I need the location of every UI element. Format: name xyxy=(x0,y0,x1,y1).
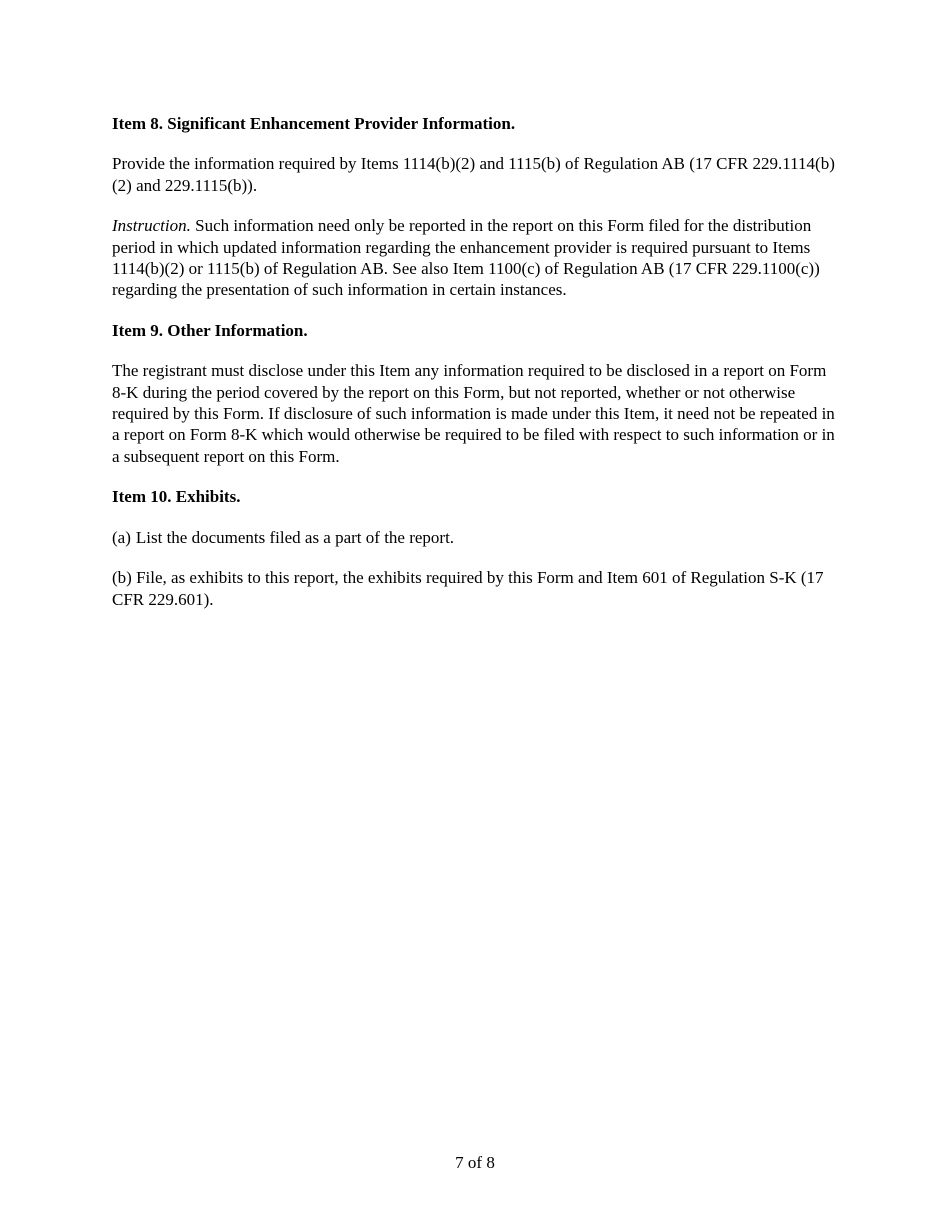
section-heading: Item 10. Exhibits. xyxy=(112,487,241,507)
body-paragraph: Provide the information required by Items 1114(b)(2) and 1115(b) of Regulation AB (17 CFR 229.1114(b)(2) and 229.1115(b)). xyxy=(112,154,835,195)
page-number: 7 of 8 xyxy=(455,1153,495,1172)
list-item-text: List the documents filed as a part of the report. xyxy=(135,527,455,547)
section-item-10 xyxy=(112,486,840,610)
list-item xyxy=(112,527,840,548)
list-item xyxy=(112,567,840,610)
section-item-9 xyxy=(112,320,840,467)
instruction-label: Instruction. xyxy=(112,216,191,236)
body-paragraph: The registrant must disclose under this Item any information required to be disclosed in a report on Form 8-K during the period covered by the report on this Form, but not reported, whether or not otherwise required by this Form. If disclosure of such information is made under this Item, it need not be repeated in a report on Form 8-K which would otherwise be required to be filed with respect to such information or in a subsequent report on this Form. xyxy=(112,361,835,466)
list-item-label: (b) xyxy=(112,568,132,588)
section-item-8 xyxy=(112,113,840,301)
list-item-label: (a) xyxy=(112,527,131,547)
instruction-text: Such information need only be reported in the report on this Form filed for the distribution period in which updated information regarding the enhancement provider is required pursuant to Items 1114(b)(2) or 1115(b) of Regulation AB. See also Item 1100(c) of Regulation AB (17 CFR 229.1100(c)) regarding the presentation of such information in certain instances. xyxy=(112,216,820,300)
section-heading: Item 8. Significant Enhancement Provider Information. xyxy=(112,114,516,133)
document-body xyxy=(112,113,840,629)
list-item-text: File, as exhibits to this report, the exhibits required by this Form and Item 601 of Regulation S-K (17 CFR 229.601). xyxy=(112,568,824,609)
section-heading: Item 9. Other Information. xyxy=(112,320,308,340)
instruction-paragraph xyxy=(112,215,840,301)
